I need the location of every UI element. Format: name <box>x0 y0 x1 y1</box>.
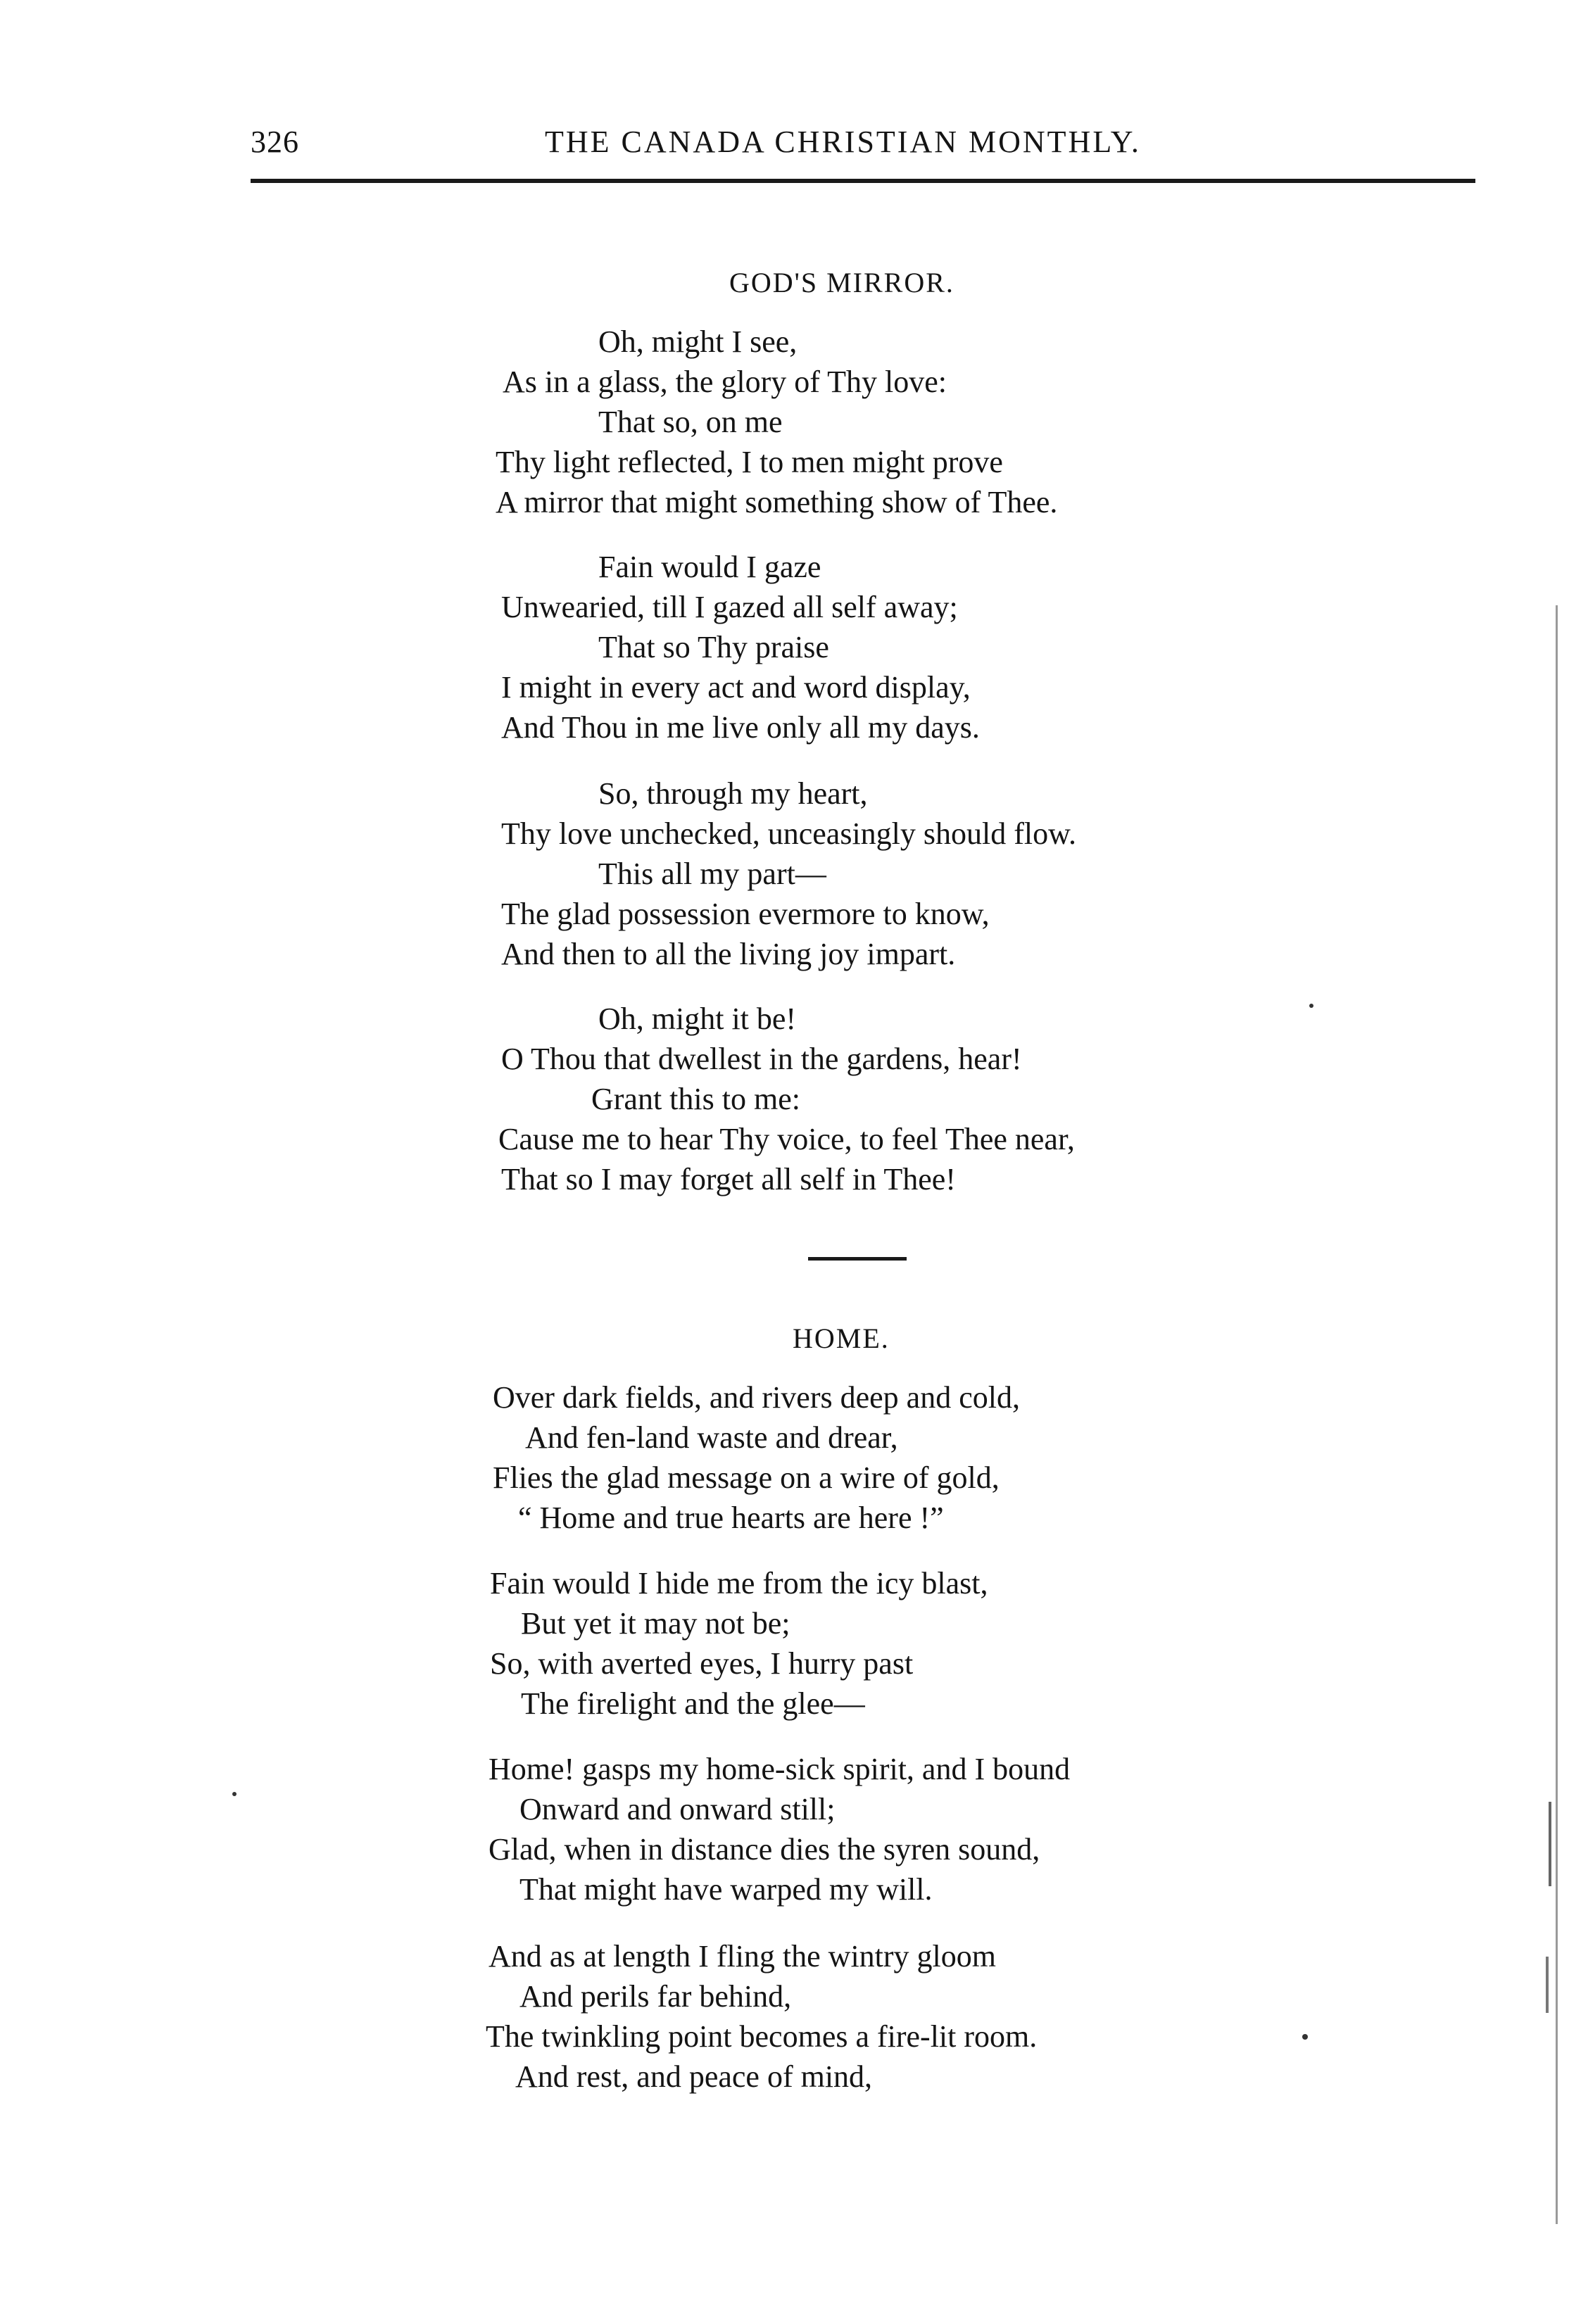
poem-line: Thy light reflected, I to men might prove <box>496 445 1003 479</box>
scan-speck <box>232 1792 237 1796</box>
poem-line: And as at length I fling the wintry gloom <box>489 1939 996 1973</box>
header-rule <box>251 179 1475 183</box>
poem-title-home: HOME. <box>793 1322 890 1354</box>
poem-line: O Thou that dwellest in the gardens, hear! <box>501 1042 1022 1076</box>
poem-line: Fain would I gaze <box>598 550 821 584</box>
poem-line: And fen-land waste and drear, <box>525 1420 898 1455</box>
poem-line: A mirror that might something show of Thee. <box>496 485 1058 519</box>
poem-line: That might have warped my will. <box>519 1872 933 1907</box>
poem-title-gods-mirror: GOD'S MIRROR. <box>729 267 954 298</box>
poem-line: And then to all the living joy impart. <box>501 937 956 971</box>
section-divider <box>808 1257 907 1261</box>
poem-line: And rest, and peace of mind, <box>515 2059 873 2094</box>
scan-speck <box>1302 2034 1308 2040</box>
poem-line: The firelight and the glee— <box>521 1686 865 1721</box>
poem-line: “ Home and true hearts are here !” <box>518 1501 944 1535</box>
poem-line: The twinkling point becomes a fire-lit room. <box>486 2019 1038 2054</box>
poem-line: And perils far behind, <box>519 1979 792 2014</box>
poem-line: So, with averted eyes, I hurry past <box>490 1646 914 1681</box>
poem-line: Onward and onward still; <box>519 1792 836 1826</box>
poem-line: Over dark fields, and rivers deep and cold, <box>493 1380 1020 1415</box>
scan-edge-mark <box>1556 605 1558 2224</box>
poem-line: So, through my heart, <box>598 776 868 811</box>
scan-speck <box>1309 1004 1313 1008</box>
poem-line: As in a glass, the glory of Thy love: <box>503 365 947 399</box>
running-header <box>251 124 1475 169</box>
poem-line: This all my part— <box>598 857 826 891</box>
scan-edge-mark <box>1546 1957 1549 2013</box>
poem-line: That so I may forget all self in Thee! <box>501 1162 956 1196</box>
poem-line: Oh, might I see, <box>598 324 798 359</box>
poem-line: Grant this to me: <box>591 1082 800 1116</box>
poem-line: Oh, might it be! <box>598 1002 797 1036</box>
poem-line: That so Thy praise <box>598 630 829 664</box>
poem-line: I might in every act and word display, <box>501 670 971 705</box>
poem-line: Cause me to hear Thy voice, to feel Thee near, <box>498 1122 1075 1156</box>
poem-line: The glad possession evermore to know, <box>501 897 990 931</box>
poem-line: Glad, when in distance dies the syren sound, <box>489 1832 1040 1867</box>
poem-line: Unwearied, till I gazed all self away; <box>501 590 958 624</box>
journal-title: THE CANADA CHRISTIAN MONTHLY. <box>545 125 1141 159</box>
poem-line: Thy love unchecked, unceasingly should flow. <box>501 816 1077 851</box>
poem-line: Fain would I hide me from the icy blast, <box>490 1566 988 1600</box>
poem-line: That so, on me <box>598 405 783 439</box>
page-number: 326 <box>251 125 299 159</box>
scan-edge-mark <box>1549 1802 1551 1886</box>
poem-line: And Thou in me live only all my days. <box>501 710 980 745</box>
poem-line: Flies the glad message on a wire of gold, <box>493 1460 1000 1495</box>
poem-line: Home! gasps my home-sick spirit, and I bound <box>489 1752 1071 1786</box>
poem-line: But yet it may not be; <box>521 1606 790 1641</box>
